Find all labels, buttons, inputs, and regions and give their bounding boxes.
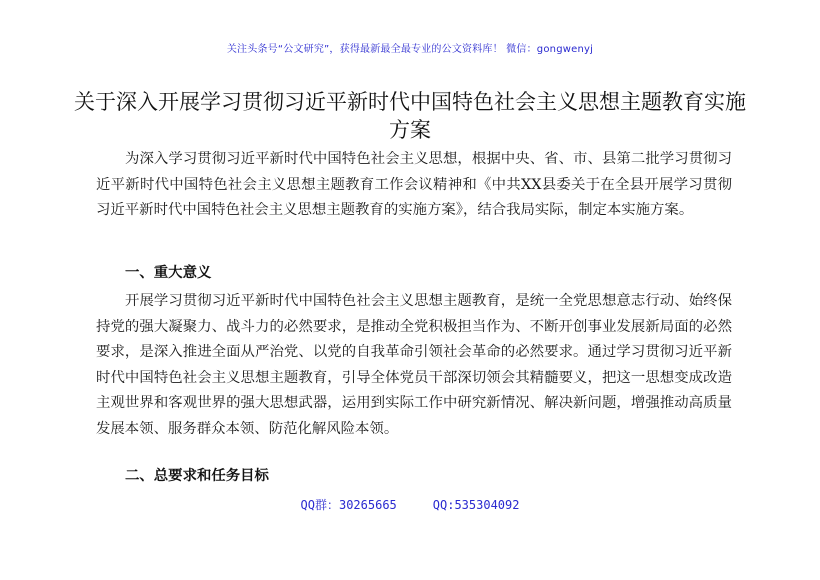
document-title: 关于深入开展学习贯彻习近平新时代中国特色社会主义思想主题教育实施方案 — [74, 90, 746, 142]
qq-text: QQ:535304092 — [432, 498, 520, 512]
qq-group-text: QQ群：30265665 — [300, 498, 397, 512]
significance-paragraph: 开展学习贯彻习近平新时代中国特色社会主义思想主题教育，是统一全党思想意志行动、始终保持党的强大凝聚力、战斗力的必然要求，是推动全党积极担当作为、不断开创事业发展新局面的必然要求，是深入推进全面从严治党、以党的自我革命引领社会革命的必然要求。通过学习贯彻习近平新时代中国特色社会主义思想主题教育，引导全体党员干部深切领会其精髓要义，把这一思想变成改造主观世界和客观世界的强大思想武器，运用到实际工作中研究新情况、解决新问题，增强推动高质量发展本领、服务群众本领、防范化解风险本领。 — [96, 293, 732, 437]
intro-paragraph: 为深入学习贯彻习近平新时代中国特色社会主义思想，根据中央、省、市、县第二批学习贯彻习近平新时代中国特色社会主义思想主题教育工作会议精神和《中共XX县委关于在全县开展学习贯彻习近平新时代中国特色社会主义思想主题教育的实施方案》，结合我局实际，制定本实施方案。 — [96, 151, 732, 218]
footer-contact — [0, 496, 820, 513]
section-heading-requirements: 二、总要求和任务目标 — [125, 468, 269, 484]
section-heading-significance: 一、重大意义 — [125, 265, 212, 281]
header-promo-note: 关注头条号“公文研究”，获得最新最全最专业的公文资料库！ 微信：gongwenyj — [226, 44, 594, 55]
